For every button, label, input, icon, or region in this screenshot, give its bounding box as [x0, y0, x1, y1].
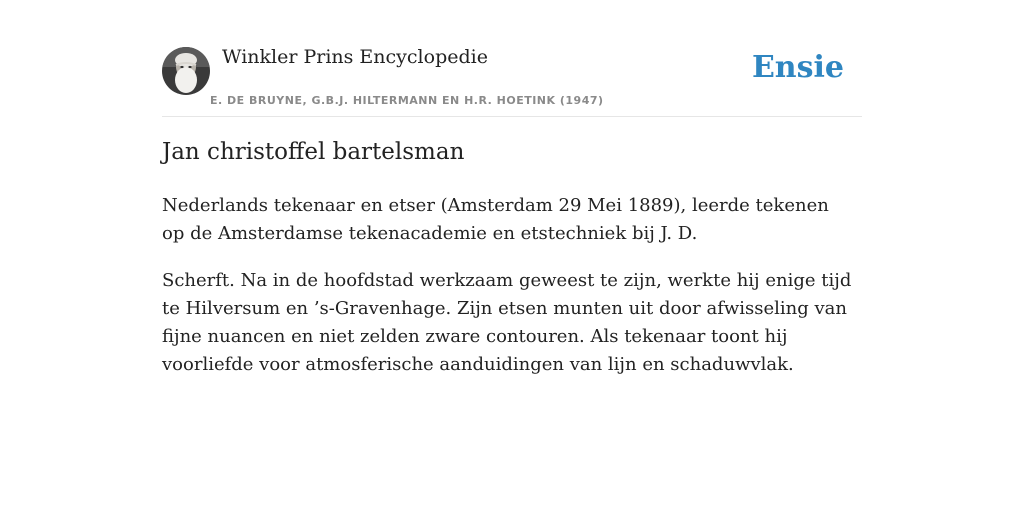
portrait-image	[162, 47, 210, 95]
entry-paragraph: Scherft. Na in de hoofdstad werkzaam geweest te zijn, werkte hij enige tijd te Hilversum en ’s-Gravenhage. Zijn etsen munten uit door afwisseling van fijne nuancen en niet zelden zware contouren. Als tekenaar toont hij voorliefde voor atmosferische aanduidingen van lijn en schaduwvlak.	[162, 270, 852, 375]
publication-title[interactable]: Winkler Prins Encyclopedie	[222, 46, 488, 68]
publication-authors: E. DE BRUYNE, G.B.J. HILTERMANN EN H.R. HOETINK (1947)	[210, 94, 604, 107]
page	[162, 0, 862, 512]
ensie-logo-link[interactable]: Ensie	[751, 50, 844, 85]
entry-body	[162, 192, 852, 398]
site-header	[162, 0, 862, 117]
entry-paragraph: Nederlands tekenaar en etser (Amsterdam 29 Mei 1889), leerde tekenen op de Amsterdamse tekenacademie en etstechniek bij J. D.	[162, 195, 829, 244]
author-avatar[interactable]	[162, 47, 210, 95]
entry-title: Jan christoffel bartelsman	[162, 139, 465, 165]
